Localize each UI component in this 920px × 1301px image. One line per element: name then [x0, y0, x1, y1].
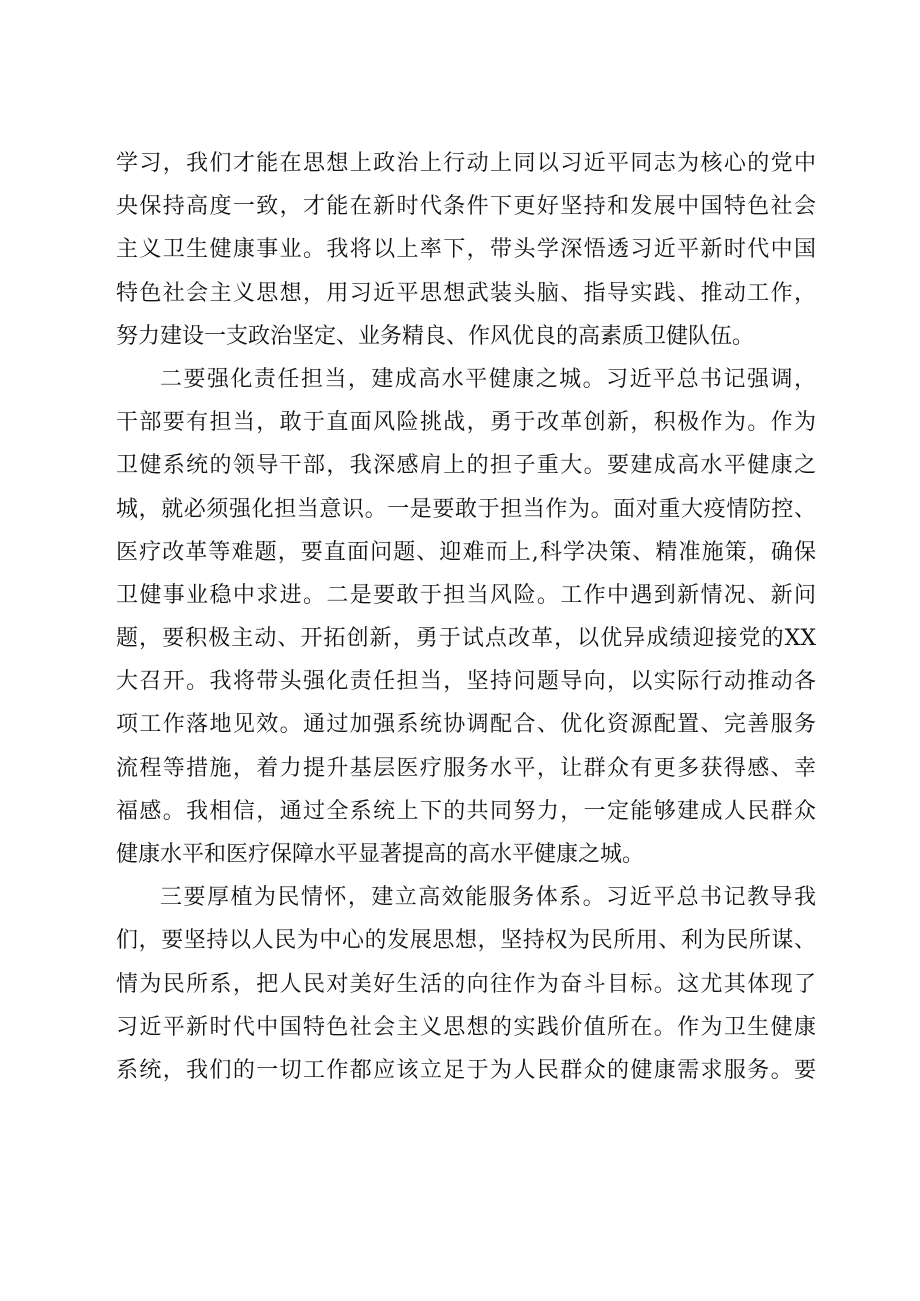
- body-line: 习近平新时代中国特色社会主义思想的实践价值所在。作为卫生健康: [116, 1014, 816, 1040]
- body-line: 卫健系统的领导干部，我深感肩上的担子重大。要建成高水平健康之: [116, 453, 816, 479]
- body-line: 情为民所系，把人民对美好生活的向往作为奋斗目标。这尤其体现了: [116, 971, 816, 997]
- body-line: 大召开。我将带头强化责任担当，坚持问题导向，以实际行动推动各: [116, 669, 816, 695]
- body-line: 学习，我们才能在思想上政治上行动上同以习近平同志为核心的党中: [116, 151, 816, 176]
- body-line: 题，要积极主动、开拓创新，勇于试点改革，以优异成绩迎接党的XX: [116, 626, 816, 652]
- body-line: 主义卫生健康事业。我将以上率下，带头学深悟透习近平新时代中国: [116, 237, 816, 263]
- body-line: 特色社会主义思想，用习近平思想武装头脑、指导实践、推动工作，: [116, 280, 816, 306]
- document-body: [116, 142, 816, 1092]
- body-line: 们，要坚持以人民为中心的发展思想，坚持权为民所用、利为民所谋、: [116, 928, 816, 954]
- body-line: 健康水平和医疗保障水平显著提高的高水平健康之城。: [116, 842, 645, 867]
- body-line: 努力建设一支政治坚定、业务精良、作风优良的高素质卫健队伍。: [116, 323, 755, 349]
- body-line: 系统，我们的一切工作都应该立足于为人民群众的健康需求服务。要: [116, 1057, 816, 1083]
- body-line: 流程等措施，着力提升基层医疗服务水平，让群众有更多获得感、幸: [116, 755, 816, 781]
- body-line: 城，就必须强化担当意识。一是要敢于担当作为。面对重大疫情防控、: [116, 496, 816, 522]
- paragraph-2-start: 二要强化责任担当，建成高水平健康之城。习近平总书记强调，: [160, 366, 816, 392]
- body-line: 医疗改革等难题，要直面问题、迎难而上,科学决策、精准施策，确保: [116, 539, 816, 565]
- body-line: 央保持高度一致，才能在新时代条件下更好坚持和发展中国特色社会: [116, 194, 816, 220]
- body-line: 干部要有担当，敢于直面风险挑战，勇于改革创新，积极作为。作为: [116, 410, 816, 436]
- paragraph-3-start: 三要厚植为民情怀，建立高效能服务体系。习近平总书记教导我: [160, 885, 816, 911]
- body-line: 项工作落地见效。通过加强系统协调配合、优化资源配置、完善服务: [116, 712, 816, 738]
- body-line: 卫健事业稳中求进。二是要敢于担当风险。工作中遇到新情况、新问: [116, 582, 816, 608]
- body-line: 福感。我相信，通过全系统上下的共同努力，一定能够建成人民群众: [116, 798, 816, 824]
